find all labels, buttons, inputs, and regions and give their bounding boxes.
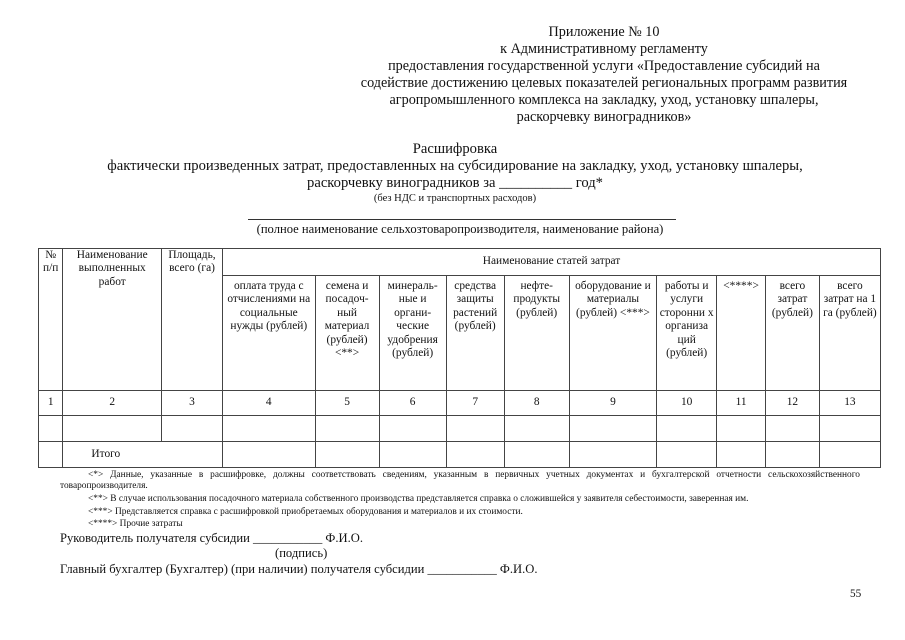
document-title — [60, 141, 850, 205]
header-work: Наименование выполненных работ — [63, 249, 162, 391]
column-number: 1 — [39, 391, 63, 416]
column-number: 10 — [657, 391, 717, 416]
org-name-line — [248, 219, 676, 220]
column-number: 3 — [162, 391, 223, 416]
column-number: 9 — [569, 391, 656, 416]
column-number: 11 — [717, 391, 766, 416]
header-cost-item: нефте- продукты (рублей) — [504, 276, 569, 391]
table-cell — [657, 416, 717, 442]
footnote-1: <*> Данные, указанные в расшифровке, должны соответствовать сведениям, указанным в первичных учетных документах и бухгалтерской отчетности сельскохозяйственного товаропроизводителя. — [60, 470, 860, 491]
table-cell — [717, 442, 766, 468]
header-cost-group: Наименование статей затрат — [223, 249, 881, 276]
column-number: 13 — [819, 391, 880, 416]
total-row — [39, 442, 881, 468]
footnote-3: <***> Представляется справка с расшифровкой приобретаемых оборудования и материалов и их стоимости. — [88, 507, 523, 517]
table-row — [39, 416, 881, 442]
table-cell — [63, 416, 162, 442]
table-cell — [504, 416, 569, 442]
page-number: 55 — [850, 588, 862, 600]
table-cell — [162, 416, 223, 442]
table-cell — [569, 416, 656, 442]
table-cell — [819, 442, 880, 468]
header-cost-item: работы и услуги сторонни х организа ций (рублей) — [657, 276, 717, 391]
header-cost-item: оборудование и материалы (рублей) <***> — [569, 276, 656, 391]
table-cell — [504, 442, 569, 468]
column-number: 12 — [765, 391, 819, 416]
footnote-2: <**> В случае использования посадочного материала собственного производства представляется справка о сложившейся у заявителя себестоимости, заверенная им. — [88, 494, 749, 504]
table-cell — [765, 416, 819, 442]
head-signature-line: Руководитель получателя субсидии ___________ Ф.И.О. — [60, 531, 363, 545]
column-number: 6 — [379, 391, 446, 416]
table-cell — [379, 442, 446, 468]
header-cost-item: средства защиты растений (рублей) — [446, 276, 504, 391]
table-cell — [315, 416, 379, 442]
column-number: 7 — [446, 391, 504, 416]
table-cell — [315, 442, 379, 468]
title-line2: раскорчевку виноградников за __________ год* — [307, 175, 603, 191]
header-cost-item: семена и посадоч- ный материал (рублей) <**> — [315, 276, 379, 391]
table-cell — [39, 416, 63, 442]
signature-caption: (подпись) — [275, 546, 328, 560]
table-cell — [657, 442, 717, 468]
appendix-line: предоставления государственной услуги «Предоставление субсидий на — [388, 58, 820, 74]
header-area: Площадь, всего (га) — [162, 249, 223, 391]
header-cost-item: оплата труда с отчислениями на социальные нужды (рублей) — [223, 276, 316, 391]
header-cost-item: минераль- ные и органи- ческие удобрения (рублей) — [379, 276, 446, 391]
column-number: 8 — [504, 391, 569, 416]
appendix-line: к Административному регламенту — [500, 41, 708, 57]
table-cell — [569, 442, 656, 468]
total-label: Итого — [63, 442, 223, 468]
title-main: Расшифровка — [412, 141, 498, 157]
table-cell — [819, 416, 880, 442]
title-line1: фактически произведенных затрат, предоставленных на субсидирование на закладку, уход, установку шпалеры, — [107, 158, 803, 174]
appendix-line: Приложение № 10 — [548, 24, 660, 40]
table-cell — [223, 442, 316, 468]
accountant-signature-line: Главный бухгалтер (Бухгалтер) (при наличии) получателя субсидии ___________ Ф.И.О. — [60, 562, 538, 576]
header-cost-item: всего затрат (рублей) — [765, 276, 819, 391]
table-cell — [717, 416, 766, 442]
column-number: 4 — [223, 391, 316, 416]
appendix-line: раскорчевку виноградников» — [516, 109, 692, 125]
column-number: 5 — [315, 391, 379, 416]
table-cell — [379, 416, 446, 442]
title-note: (без НДС и транспортных расходов) — [373, 193, 537, 204]
column-number: 2 — [63, 391, 162, 416]
header-cost-item: всего затрат на 1 га (рублей) — [819, 276, 880, 391]
footnote-4: <****> Прочие затраты — [88, 519, 183, 529]
appendix-header — [330, 24, 878, 126]
header-no: № п/п — [39, 249, 63, 391]
org-name-caption: (полное наименование сельхозтоваропроизводителя, наименование района) — [256, 222, 664, 236]
table-cell — [446, 442, 504, 468]
cost-table — [38, 248, 881, 468]
table-cell — [223, 416, 316, 442]
table-cell — [765, 442, 819, 468]
table-cell — [39, 442, 63, 468]
appendix-line: агропромышленного комплекса на закладку, уход, установку шпалеры, — [389, 92, 819, 108]
table-cell — [446, 416, 504, 442]
header-cost-item: <****> — [717, 276, 766, 391]
appendix-line: содействие достижению целевых показателей региональных программ развития — [360, 75, 848, 91]
